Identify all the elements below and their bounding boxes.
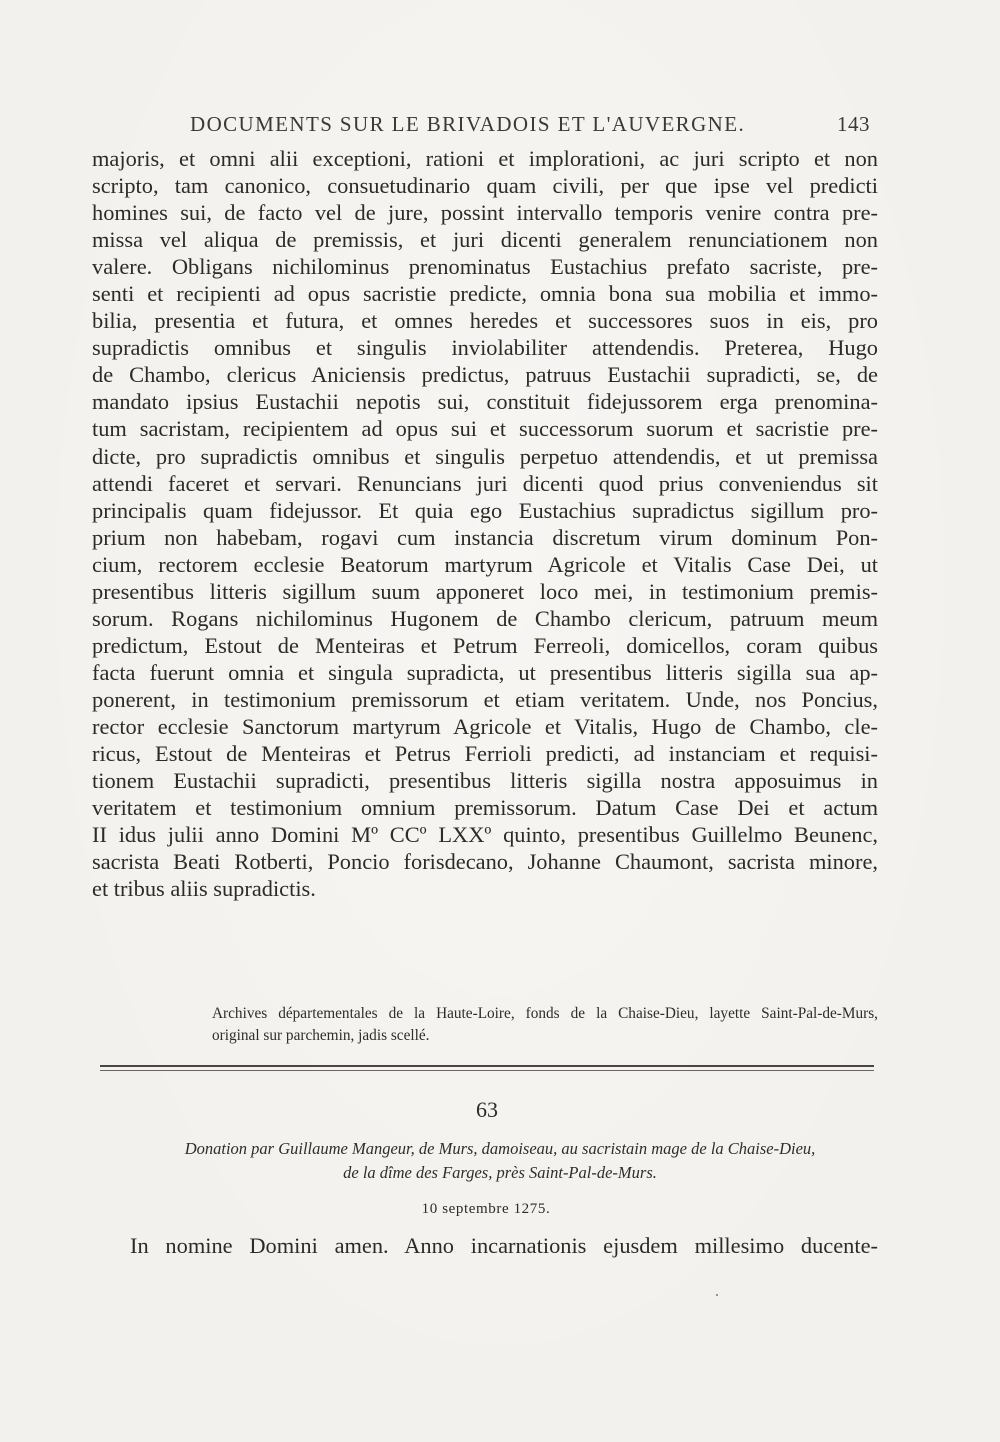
text-line: valere. Obligans nichilominus prenominatus Eustachius prefato sacriste, pre- [92, 254, 878, 280]
text-line: sorum. Rogans nichilominus Hugonem de Chambo clericum, patruum meum [92, 605, 878, 631]
document-number-label: 63 [476, 1097, 498, 1122]
document-title [120, 1137, 880, 1185]
section-divider-thin [100, 1070, 874, 1071]
text-line: de Chambo, clericus Aniciensis predictus, patruus Eustachii supradicti, se, de [92, 362, 878, 388]
section-divider [100, 1065, 874, 1067]
text-line: tionem Eustachii supradicti, presentibus litteris sigilla nostra apposuimus in [92, 768, 878, 794]
body-text [92, 145, 878, 902]
running-head [190, 112, 880, 137]
ink-speck [716, 1294, 718, 1296]
document-incipit: In nomine Domini amen. Anno incarnationis ejusdem millesimo ducente- [130, 1233, 878, 1258]
citation-line: original sur parchemin, jadis scellé. [212, 1027, 430, 1044]
text-line: II idus julii anno Domini Mº CCº LXXº quinto, presentibus Guillelmo Beunenc, [92, 822, 878, 848]
text-line: ricus, Estout de Menteiras et Petrus Ferrioli predicti, ad instanciam et requisi- [92, 741, 878, 767]
text-line: cium, rectorem ecclesie Beatorum martyrum Agricole et Vitalis Case Dei, ut [92, 551, 878, 577]
text-line: prium non habebam, rogavi cum instancia discretum virum dominum Pon- [92, 524, 878, 550]
text-line: presentibus litteris sigillum suum apponeret loco mei, in testimonium premis- [92, 578, 878, 604]
text-line: senti et recipienti ad opus sacristie predicte, omnia bona sua mobilia et immo- [92, 281, 878, 307]
archive-citation [212, 1003, 878, 1047]
text-line: attendi faceret et servari. Renuncians juri dicenti quod prius conveniendus sit [92, 470, 878, 496]
running-title: DOCUMENTS SUR LE BRIVADOIS ET L'AUVERGNE. [190, 112, 746, 136]
text-line: homines sui, de facto vel de jure, possint intervallo temporis venire contra pre- [92, 200, 878, 226]
text-line: missa vel aliqua de premissis, et juri dicenti generalem renunciationem non [92, 227, 878, 253]
text-line: mandato ipsius Eustachii nepotis sui, constituit fidejussorem erga prenomina- [92, 389, 878, 415]
document-date-label: 10 septembre 1275. [421, 1201, 551, 1217]
text-line: rector ecclesie Sanctorum martyrum Agricole et Vitalis, Hugo de Chambo, cle- [92, 713, 878, 739]
text-line: sacrista Beati Rotberti, Poncio forisdecano, Johanne Chaumont, sacrista minore, [92, 849, 878, 875]
text-line: scripto, tam canonico, consuetudinario quam civili, per que ipse vel predicti [92, 173, 878, 199]
document-title-line: Donation par Guillaume Mangeur, de Murs, damoiseau, au sacristain mage de la Chaise-Dieu, [184, 1139, 816, 1158]
text-line: tum sacristam, recipientem ad opus sui et successorum suorum et sacristie pre- [92, 416, 878, 442]
text-line: veritatem et testimonium omnium premissorum. Datum Case Dei et actum [92, 795, 878, 821]
text-line: supradictis omnibus et singulis inviolabiliter attendendis. Preterea, Hugo [92, 335, 878, 361]
text-line: et tribus aliis supradictis. [92, 876, 316, 902]
text-line: facta fuerunt omnia et singula supradicta, ut presentibus litteris sigilla sua ap- [92, 659, 878, 685]
text-line: dicte, pro supradictis omnibus et singulis perpetuo attendendis, et ut premissa [92, 443, 878, 469]
page-number: 143 [837, 112, 870, 136]
text-line: bilia, presentia et futura, et omnes heredes et successores suos in eis, pro [92, 308, 878, 334]
text-line: majoris, et omni alii exceptioni, rationi et implorationi, ac juri scripto et non [92, 146, 878, 171]
citation-line: Archives départementales de la Haute-Loire, fonds de la Chaise-Dieu, layette Saint-Pal-de-Murs, [212, 1005, 878, 1022]
text-line: predictum, Estout de Menteiras et Petrum Ferreoli, domicellos, coram quibus [92, 632, 878, 658]
document-number [0, 1097, 1000, 1123]
document-date [0, 1201, 1000, 1218]
text-line: principalis quam fidejussor. Et quia ego Eustachius supradictus sigillum pro- [92, 497, 878, 523]
document-title-line: de la dîme des Farges, près Saint-Pal-de-Murs. [343, 1163, 657, 1182]
text-line: ponerent, in testimonium premissorum et etiam veritatem. Unde, nos Poncius, [92, 686, 878, 712]
